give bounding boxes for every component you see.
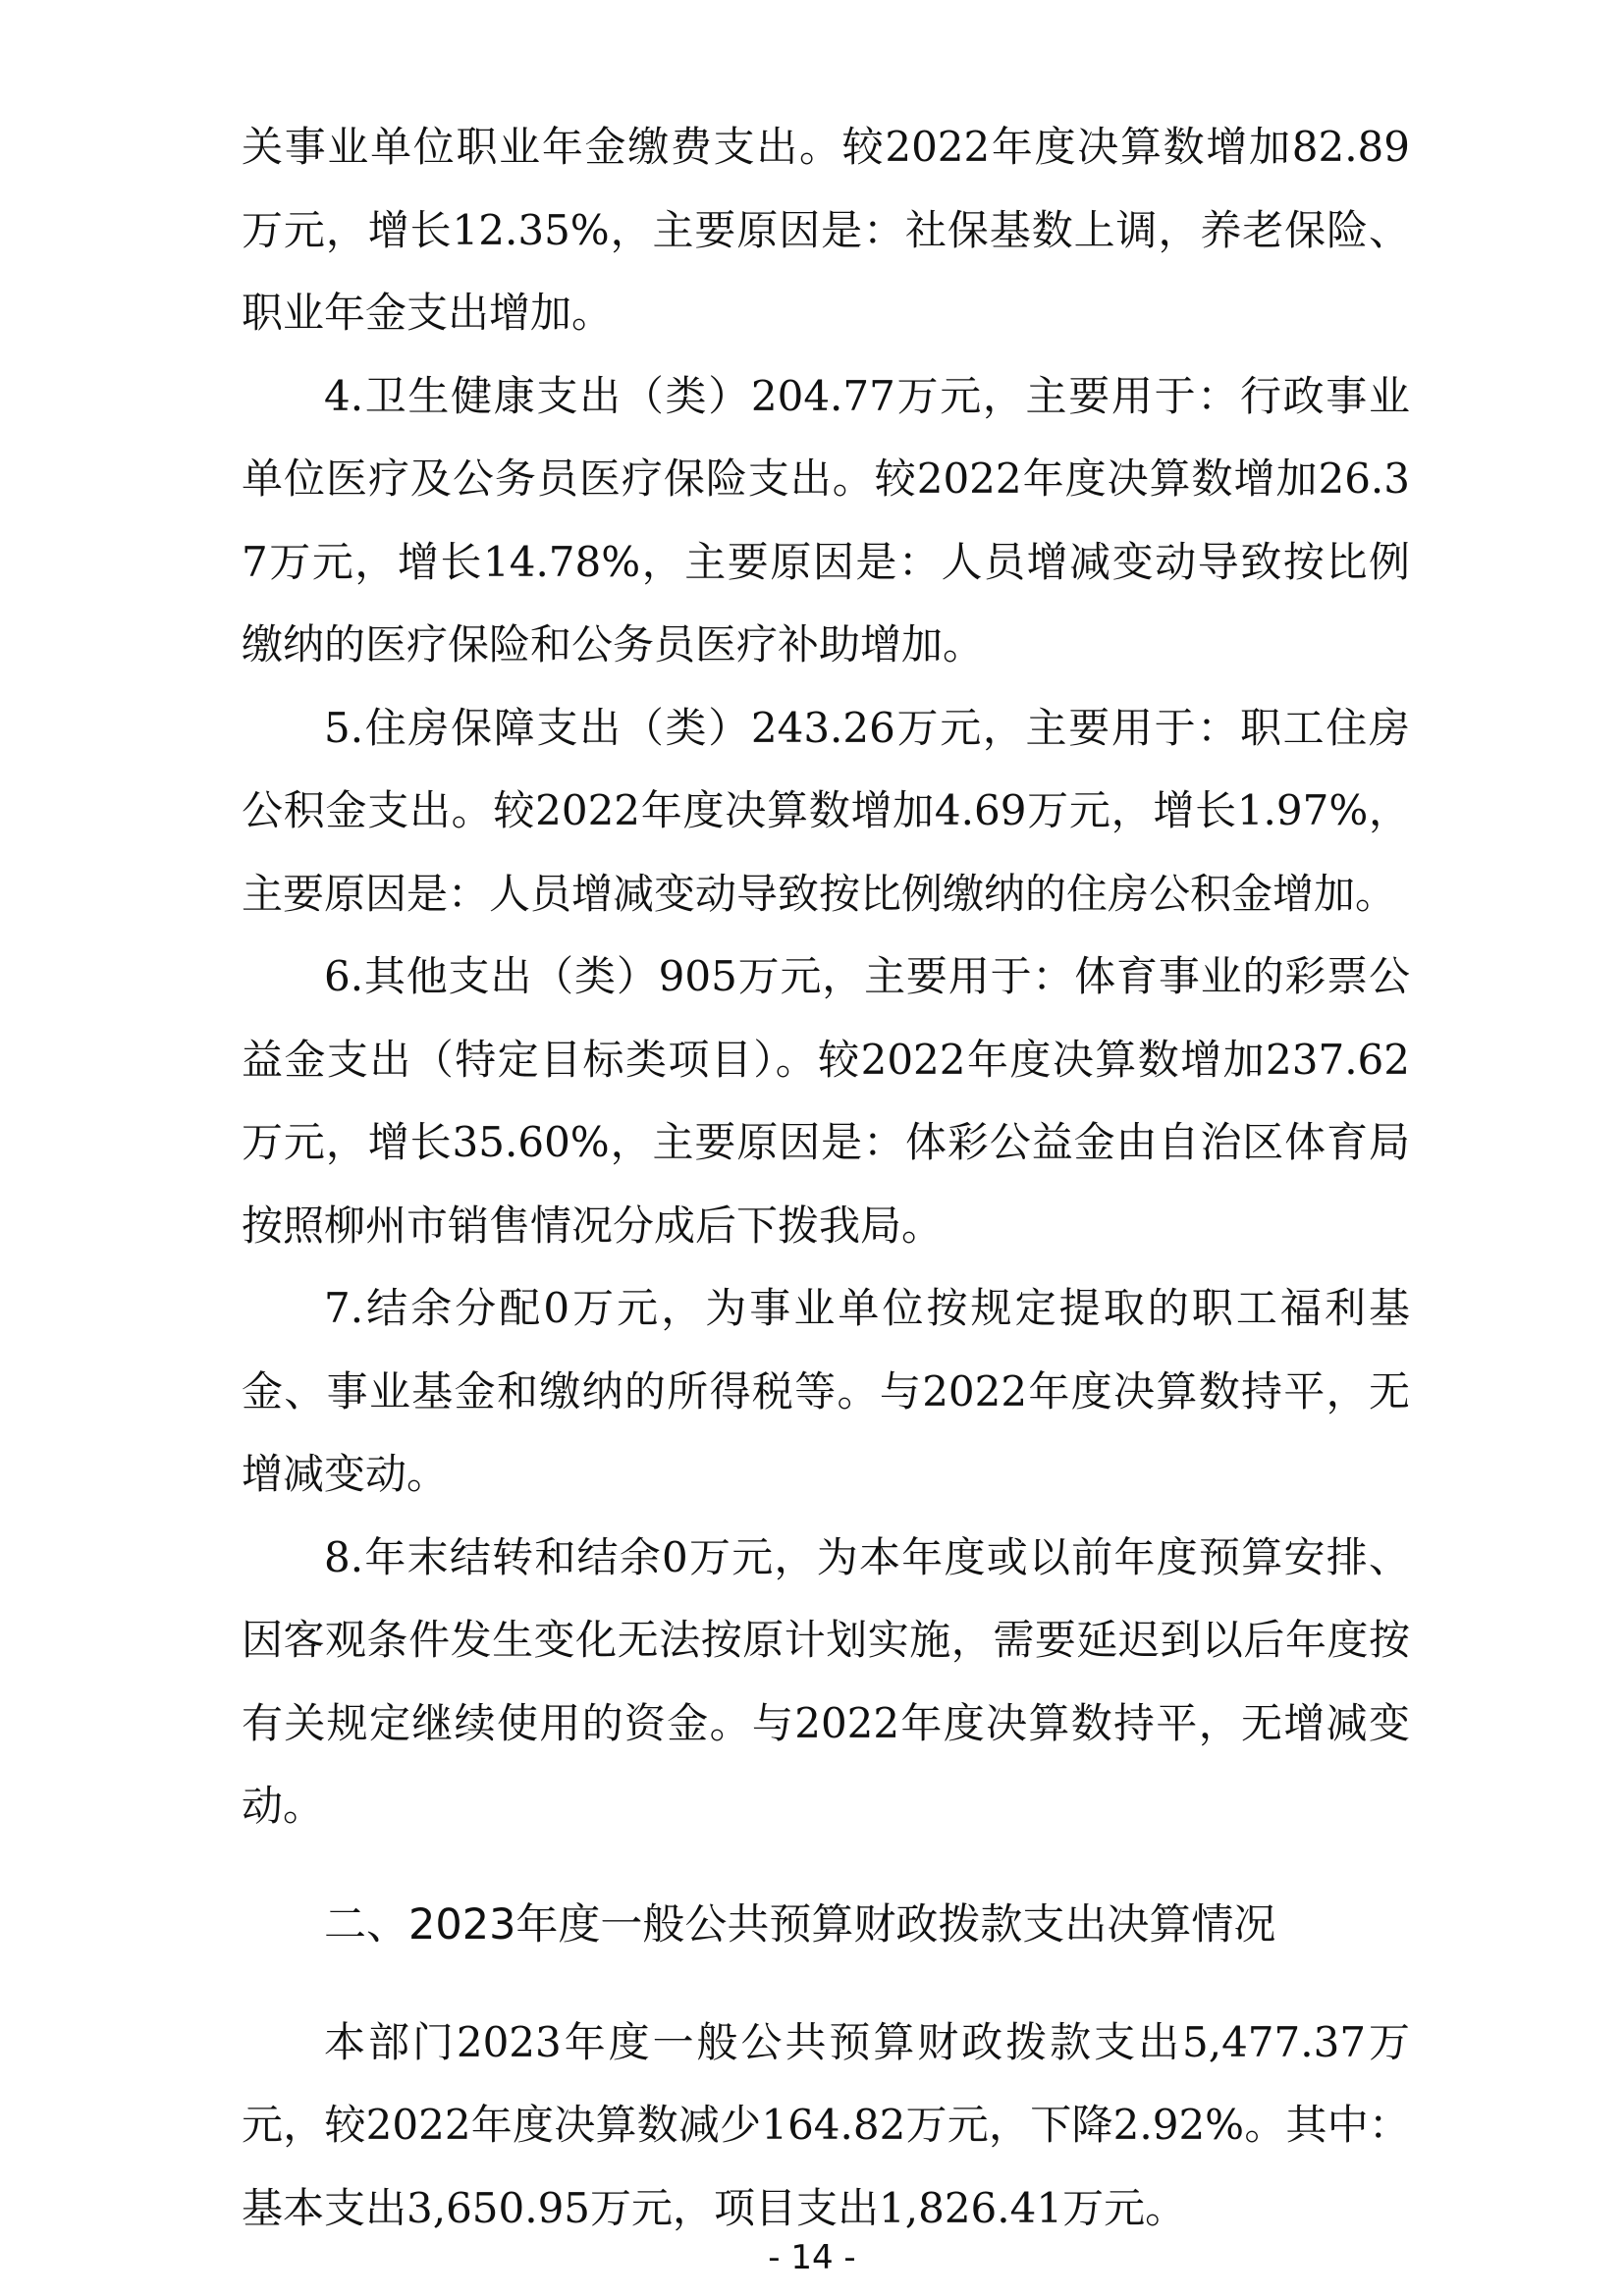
paragraph-general-budget-summary: 本部门2023年度一般公共预算财政拨款支出5,477.37万元，较2022年度决算数减少164.82万元，下降2.92%。其中：基本支出3,650.95万元，项目支出1,826.41万元。 [242, 2017, 1410, 2232]
page-number: - 14 - [768, 2238, 856, 2277]
paragraph-other-expenditure: 6.其他支出（类）905万元，主要用于：体育事业的彩票公益金支出（特定目标类项目）。较2022年度决算数增加237.62万元，增长35.60%，主要原因是：体彩公益金由自治区体育局按照柳州市销售情况分成后下拨我局。 [242, 952, 1410, 1250]
paragraph-group-bottom [242, 2002, 1410, 2251]
paragraph-year-end-balance: 8.年末结转和结余0万元，为本年度或以前年度预算安排、因客观条件发生变化无法按原计划实施，需要延迟到以后年度按有关规定继续使用的资金。与2022年度决算数持平，无增减变动。 [242, 1532, 1410, 1830]
paragraph-health-expenditure: 4.卫生健康支出（类）204.77万元，主要用于：行政事业单位医疗及公务员医疗保险支出。较2022年度决算数增加26.37万元，增长14.78%，主要原因是：人员增减变动导致按比例缴纳的医疗保险和公务员医疗补助增加。 [242, 371, 1410, 668]
section-heading: 二、2023年度一般公共预算财政拨款支出决算情况 [324, 1899, 1276, 1949]
paragraph-surplus-distribution: 7.结余分配0万元，为事业单位按规定提取的职工福利基金、事业基金和缴纳的所得税等。与2022年度决算数持平，无增减变动。 [242, 1284, 1410, 1498]
paragraph-housing-expenditure: 5.住房保障支出（类）243.26万元，主要用于：职工住房公积金支出。较2022年度决算数增加4.69万元，增长1.97%，主要原因是：人员增减变动导致按比例缴纳的住房公积金增加。 [242, 703, 1410, 918]
paragraph-pension-continuation: 关事业单位职业年金缴费支出。较2022年度决算数增加82.89万元，增长12.35%，主要原因是：社保基数上调，养老保险、职业年金支出增加。 [242, 123, 1410, 337]
paragraph-group-top [242, 106, 1410, 1848]
document-body [242, 106, 1410, 2250]
